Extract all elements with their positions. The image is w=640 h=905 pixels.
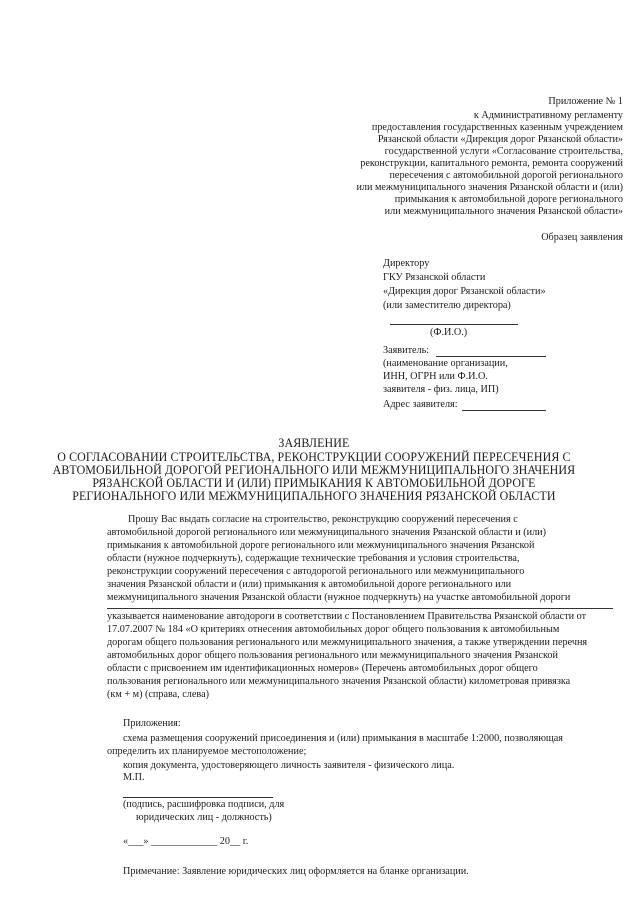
addressee-line: «Дирекция дорог Рязанской области» [383, 286, 546, 297]
date-field: «___» _____________ 20__ г. [123, 836, 249, 847]
annex-line: реконструкции, капитального ремонта, ремонта сооружений [360, 158, 623, 169]
attachment-item: схема размещения сооружений присоединения и (или) примыкания в масштабе 1:2000, позволяющая [123, 733, 563, 744]
document-heading: ЗАЯВЛЕНИЕ [278, 436, 350, 450]
signature-line [123, 797, 273, 798]
addressee-line: Директору [383, 258, 430, 269]
fio-line [390, 324, 518, 325]
title-line: РЯЗАНСКОЙ ОБЛАСТИ И (ИЛИ) ПРИМЫКАНИЯ К АВТОМОБИЛЬНОЙ ДОРОГЕ [92, 476, 536, 490]
attachment-item: определить их планируемое местоположение; [107, 746, 307, 757]
para1-line: значения Рязанской области и (или) примыкания к автомобильной дороге регионального или [107, 579, 512, 590]
para2-line: области с присвоением им идентификационных номеров» (Перечень автомобильных дорог общего [107, 663, 538, 674]
address-line [462, 410, 546, 411]
para2-line: автомобильных дорог общего пользования регионального или межмуниципального значения Рязанской [107, 650, 558, 661]
annex-line: или межмуниципального значения Рязанской области и (или) [356, 182, 623, 193]
para2-line: пользования регионального или межмуниципального значения Рязанской области) километровая привязка [107, 676, 571, 687]
annex-line: предоставления государственных казенным учреждением [371, 122, 623, 133]
para1-line: автомобильной дорогой регионального или межмуниципального значения Рязанской области и (или) [107, 527, 547, 538]
para1-line: области (нужное подчеркнуть), содержащие технические требования и условия строительства, [107, 553, 520, 564]
signature-hint: юридических лиц - должность) [136, 812, 272, 823]
attachments-label: Приложения: [123, 718, 181, 729]
para2-line: дорогам общего пользования регионального или межмуниципального значения, а также утверждении перечня [107, 637, 588, 648]
road-name-line [107, 608, 613, 609]
applicant-hint: ИНН, ОГРН или Ф.И.О. [383, 371, 488, 382]
applicant-hint: (наименование организации, [383, 358, 508, 369]
applicant-hint: заявителя - физ. лица, ИП) [383, 384, 499, 395]
para2-line: 17.07.2007 № 184 «О критериях отнесения автомобильных дорог общего пользования к автомобильным [107, 624, 560, 635]
addressee-line: (или заместителю директора) [383, 300, 511, 311]
para1-line: Прошу Вас выдать согласие на строительство, реконструкцию сооружений пересечения с [128, 514, 518, 525]
title-line: АВТОМОБИЛЬНОЙ ДОРОГОЙ РЕГИОНАЛЬНОГО ИЛИ МЕЖМУНИЦИПАЛЬНОГО ЗНАЧЕНИЯ [52, 463, 576, 477]
para1-line: реконструкции сооружений пересечения с автодорогой регионального или межмуниципального [107, 566, 525, 577]
attachment-item: копия документа, удостоверяющего личность заявителя - физического лица. [123, 760, 455, 771]
annex-line: примыкания к автомобильной дороге регионального [394, 194, 623, 205]
applicant-line [436, 356, 546, 357]
annex-line: пересечения с автомобильной дорогой регионального [389, 170, 623, 181]
sample-label: Образец заявления [541, 232, 623, 243]
address-label: Адрес заявителя: [383, 399, 458, 410]
para2-line: (км + м) (справа, слева) [107, 689, 210, 700]
annex-line: государственной услуги «Согласование строительства, [384, 146, 623, 157]
annex-header: Приложение № 1 [548, 96, 623, 107]
addressee-line: ГКУ Рязанской области [383, 272, 486, 283]
annex-line: или межмуниципального значения Рязанской области» [384, 206, 623, 217]
note-text: Примечание: Заявление юридических лиц оформляется на бланке организации. [123, 866, 469, 877]
title-line: О СОГЛАСОВАНИИ СТРОИТЕЛЬСТВА, РЕКОНСТРУКЦИИ СООРУЖЕНИЙ ПЕРЕСЕЧЕНИЯ С [57, 450, 571, 464]
mp-label: М.П. [123, 772, 145, 783]
annex-line: к Административному регламенту [473, 110, 623, 121]
para2-line: указывается наименование автодороги в соответствии с Постановлением Правительства Рязанской области от [107, 611, 587, 622]
para1-line: межмуниципального значения Рязанской области (нужное подчеркнуть) на участке автомобильной дороги [107, 592, 571, 603]
annex-line: Рязанской области «Дирекция дорог Рязанской области» [377, 134, 623, 145]
applicant-label: Заявитель: [383, 345, 430, 356]
title-line: РЕГИОНАЛЬНОГО ИЛИ МЕЖМУНИЦИПАЛЬНОГО ЗНАЧЕНИЯ РЯЗАНСКОЙ ОБЛАСТИ [72, 489, 556, 503]
fio-hint: (Ф.И.О.) [430, 327, 468, 338]
para1-line: примыкания к автомобильной дороге регионального или межмуниципального значения Рязанской [107, 540, 535, 551]
signature-hint: (подпись, расшифровка подписи, для [123, 799, 285, 810]
